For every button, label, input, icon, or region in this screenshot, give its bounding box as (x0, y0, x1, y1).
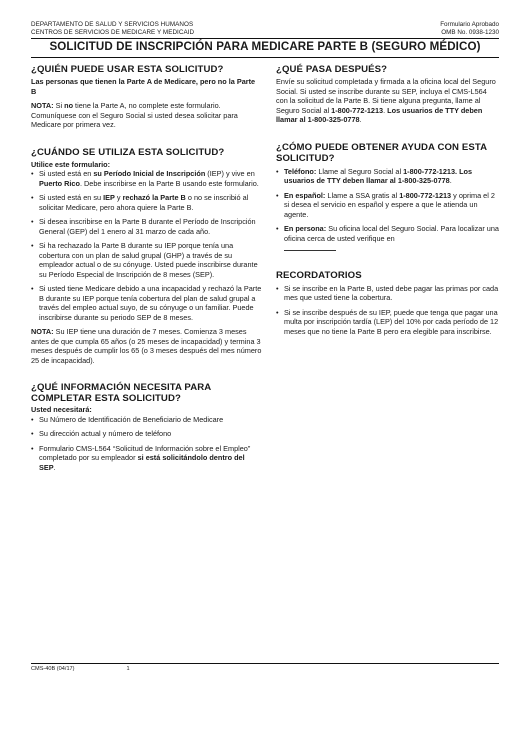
despues-sep: . (383, 105, 388, 115)
ayuda-item-person-label: En persona: (284, 224, 327, 233)
info-item-3-bold: si está solicitándolo dentro del SEP (39, 453, 245, 472)
cuando-item-1-pre: Si usted está en (39, 169, 94, 178)
quien-nota-text1: Si (53, 101, 65, 110)
info-item-3-pre: Formulario CMS-L564 “Solicitud de Información sobre el Empleo” completado por su empleador (39, 443, 251, 462)
cuando-item-2-post: o no se inscribió al solicitar Medicare, pero ahora quiere la Parte B. (39, 193, 249, 212)
ayuda-list (276, 167, 499, 254)
top-rule (31, 38, 499, 39)
recordatorios-item-2: • Si se inscribe después de su IEP, puede que tenga que pagar una multa por inscripción tardía (LEP) del 10% por cada período de 12 meses que no tiene la Parte B pero era elegible para inscribirse. (276, 308, 499, 337)
cuando-nota-text: Su IEP tiene una duración de 7 meses. Comienza 3 meses antes de que cumpla 65 años (o 25 meses de incapacidad) y termina 3 meses después de cumplir los 65 (o 3 meses después del mes número 25 de incapacidad). (31, 327, 262, 365)
info-list (31, 415, 262, 473)
cuando-item-1 (31, 169, 262, 188)
despues-phone: 1-800-772-1213 (331, 105, 384, 115)
recordatorios-item-1: • Si se inscribe en la Parte B, usted debe pagar las primas por cada mes que usted tiene la cobertura. (276, 284, 499, 303)
info-lead: Usted necesitará: (31, 405, 92, 414)
cuando-item-1-post: . Debe inscribirse en la Parte B usando este formulario. (79, 178, 259, 188)
cuando-item-1-bold2: Puerto Rico (39, 178, 80, 188)
ayuda-item-spanish (276, 191, 499, 220)
recordatorios-heading: RECORDATORIOS (276, 269, 362, 281)
footer-rule (31, 663, 499, 664)
left-column (31, 64, 262, 477)
agency-header (31, 21, 194, 36)
despues-end: . (359, 115, 362, 124)
cuando-item-3: • Si desea inscribirse en la Parte B durante el Período de Inscripción General (GEP) del 1 enero al 31 marzo de cada año. (31, 217, 262, 236)
cuando-item-5: • Si usted tiene Medicare debido a una incapacidad y rechazó la Parte B durante su IEP porque tenía cobertura del plan de salud grupal a través del empleo actual suyo, de su cónyuge o un familiar. Puede inscribirse durante su periodo SEP de 8 meses. (31, 284, 262, 322)
ayuda-item-phone-text: Llame al Seguro Social al (316, 166, 404, 176)
despues-tty: Los usuarios de TTY deben llamar al 1-800-325-0778 (276, 105, 483, 124)
cuando-lead: Utilice este formulario: (31, 159, 111, 169)
info-item-1: • Su Número de Identificación de Beneficiario de Medicare (31, 415, 262, 425)
info-item-2: • Su dirección actual y número de teléfono (31, 429, 262, 439)
cuando-item-2-bold1: IEP (103, 193, 115, 202)
quien-heading: ¿QUIÉN PUEDE USAR ESTA SOLICITUD? (31, 64, 224, 75)
page-title: SOLICITUD DE INSCRIPCIÓN PARA MEDICARE PARTE B (SEGURO MÉDICO) (49, 40, 481, 53)
footer (31, 666, 130, 672)
cuando-list (31, 169, 262, 322)
despues-text (276, 77, 499, 125)
ayuda-item-spanish-label: En español: (284, 190, 326, 200)
page-number: 1 (126, 666, 130, 672)
quien-nota-label: NOTA: (31, 101, 54, 110)
cuando-heading: ¿CUÁNDO SE UTILIZA ESTA SOLICITUD? (31, 146, 225, 158)
ayuda-item-person (276, 224, 499, 254)
despues-text-body: Envíe su solicitud completada y firmada a la oficina local del Seguro Social. Si usted se inscribe durante su SEP, incluya el CMS-L564 con la solicitud de la Parte B. Si tiene alguna pregunta, llame al Seguro Social al (276, 77, 496, 115)
form-id: CMS-40B (04/17) (31, 666, 75, 672)
cuando-nota (31, 327, 262, 365)
ayuda-item-spanish-bold: 1-800-772-1213 (399, 190, 452, 200)
ayuda-item-spanish-post: y oprima el 2 si desea el servicio en español y espere a que le atienda un agente. (284, 190, 495, 219)
cuando-item-2 (31, 193, 262, 212)
cuando-item-2-mid: y (114, 193, 123, 202)
info-item-3-post: . (53, 462, 56, 472)
agency-line-2: CENTROS DE SERVICIOS DE MEDICARE Y MEDICAID (31, 28, 195, 36)
cuando-item-2-bold2: rechazó la Parte B (122, 193, 186, 202)
ayuda-item-person-text: Su oficina local del Seguro Social. Para localizar una oficina cerca de usted verifique en (284, 224, 499, 243)
ayuda-item-spanish-pre: Llame a SSA gratis al (325, 190, 400, 200)
cuando-item-1-mid: (IEP) y vive en (205, 169, 255, 178)
info-item-3 (31, 444, 262, 473)
quien-nota-no: no (64, 101, 74, 110)
ayuda-item-phone-bold: 1-800-772-1213. Los usuarios de TTY deben llamar al 1-800-325-0778 (284, 166, 473, 185)
title-rule (31, 57, 499, 58)
omb-number: OMB No. 0938-1230 (441, 28, 499, 36)
quien-nota (31, 101, 262, 130)
despues-heading: ¿QUÉ PASA DESPUÉS? (276, 64, 388, 75)
quien-nota-text2: tiene la Parte A, no complete este formulario. Comuníquese con el Seguro Social si usted desea solicitar para Medicare por primera vez. (31, 101, 238, 129)
cuando-nota-label: NOTA: (31, 327, 54, 336)
info-heading: ¿QUÉ INFORMACIÓN NECESITA PARA COMPLETAR ESTA SOLICITUD? (31, 382, 211, 404)
agency-line-1: DEPARTAMENTO DE SALUD Y SERVICIOS HUMANOS (31, 21, 194, 28)
right-column (276, 64, 499, 341)
ayuda-item-phone-label: Teléfono: (284, 166, 317, 176)
ayuda-item-phone-end: . (449, 176, 452, 185)
cuando-item-1-bold1: su Período Inicial de Inscripción (93, 169, 206, 178)
office-link-blank (284, 243, 336, 251)
form-status: Formulario Aprobado (440, 21, 499, 28)
cuando-item-2-pre: Si usted está en su (39, 193, 104, 202)
form-approval (440, 21, 499, 36)
recordatorios-list (276, 284, 499, 337)
quien-lead: Las personas que tienen la Parte A de Medicare, pero no la Parte B (31, 77, 256, 96)
cuando-item-4: • Si ha rechazado la Parte B durante su IEP porque tenía una cobertura con un plan de salud grupal (GHP) a través de su empleador actual o de su cónyuge. Usted puede inscribirse durante su Período Especial de Inscripción de 8 meses (SEP). (31, 241, 262, 279)
ayuda-item-phone (276, 167, 499, 186)
ayuda-heading: ¿CÓMO PUEDE OBTENER AYUDA CON ESTA SOLICITUD? (276, 141, 487, 164)
